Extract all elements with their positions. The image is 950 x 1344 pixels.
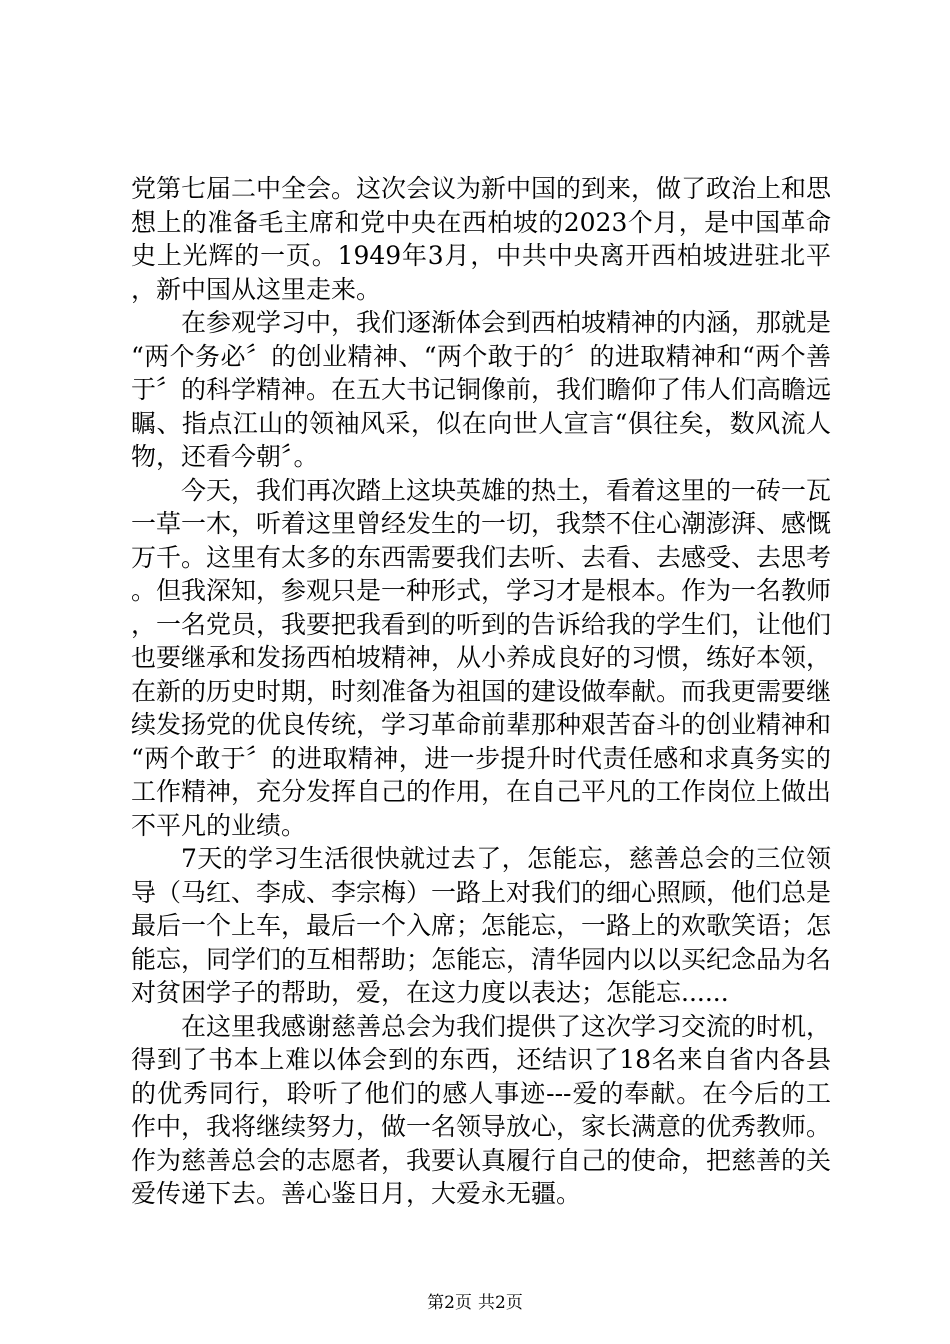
paragraph-gratitude: 在这里我感谢慈善总会为我们提供了这次学习交流的时机，得到了书本上难以体会到的东西，还结识了18名来自省内各县的优秀同行，聆听了他们的感人事迹---爱的奉献。在今后的工作中，我将继续努力，做一名领导放心，家长满意的优秀教师。作为慈善总会的志愿者，我要认真履行自己的使命，把慈善的关爱传递下去。善心鉴日月，大爱永无疆。 <box>131 1011 832 1208</box>
paragraph-continuation: 党第七届二中全会。这次会议为新中国的到来，做了政治上和思想上的准备毛主席和党中央在西柏坡的2023个月，是中国革命史上光辉的一页。1949年3月，中共中央离开西柏坡进驻北平，新中国从这里走来。 <box>131 174 832 304</box>
document-body <box>131 172 831 1211</box>
page-total: 共2页 <box>478 1293 523 1313</box>
page-footer <box>0 1292 950 1314</box>
paragraph-memories: 7天的学习生活很快就过去了，怎能忘，慈善总会的三位领导（马红、李成、李宗梅）一路上对我们的细心照顾，他们总是最后一个上车，最后一个入席；怎能忘，一路上的欢歌笑语；怎能忘，同学们的互相帮助；怎能忘，清华园内以以买纪念品为名对贫困学子的帮助，爱，在这力度以表达；怎能忘...... <box>131 844 832 1007</box>
paragraph-xibaipo-spirit: 在参观学习中，我们逐渐体会到西柏坡精神的内涵，那就是“两个务必〞的创业精神、“两个敢于的〞的进取精神和“两个善于〞的科学精神。在五大书记铜像前，我们瞻仰了伟人们高瞻远瞩、指点江山的领袖风采，似在向世人宣言“俱往矣，数风流人物，还看今朝〞。 <box>131 308 832 471</box>
paragraph-reflection: 今天，我们再次踏上这块英雄的热土，看着这里的一砖一瓦一草一木，听着这里曾经发生的一切，我禁不住心潮澎湃、感慨万千。这里有太多的东西需要我们去听、去看、去感受、去思考。但我深知，参观只是一种形式，学习才是根本。作为一名教师，一名党员，我要把我看到的听到的告诉给我的学生们，让他们也要继承和发扬西柏坡精神，从小养成良好的习惯，练好本领，在新的历史时期，时刻准备为祖国的建设做奉献。而我更需要继续发扬党的优良传统，学习革命前辈那种艰苦奋斗的创业精神和“两个敢于〞的进取精神，进一步提升时代责任感和求真务实的工作精神，充分发挥自己的作用，在自己平凡的工作岗位上做出不平凡的业绩。 <box>131 475 832 840</box>
page-number: 第2页 <box>427 1293 472 1313</box>
